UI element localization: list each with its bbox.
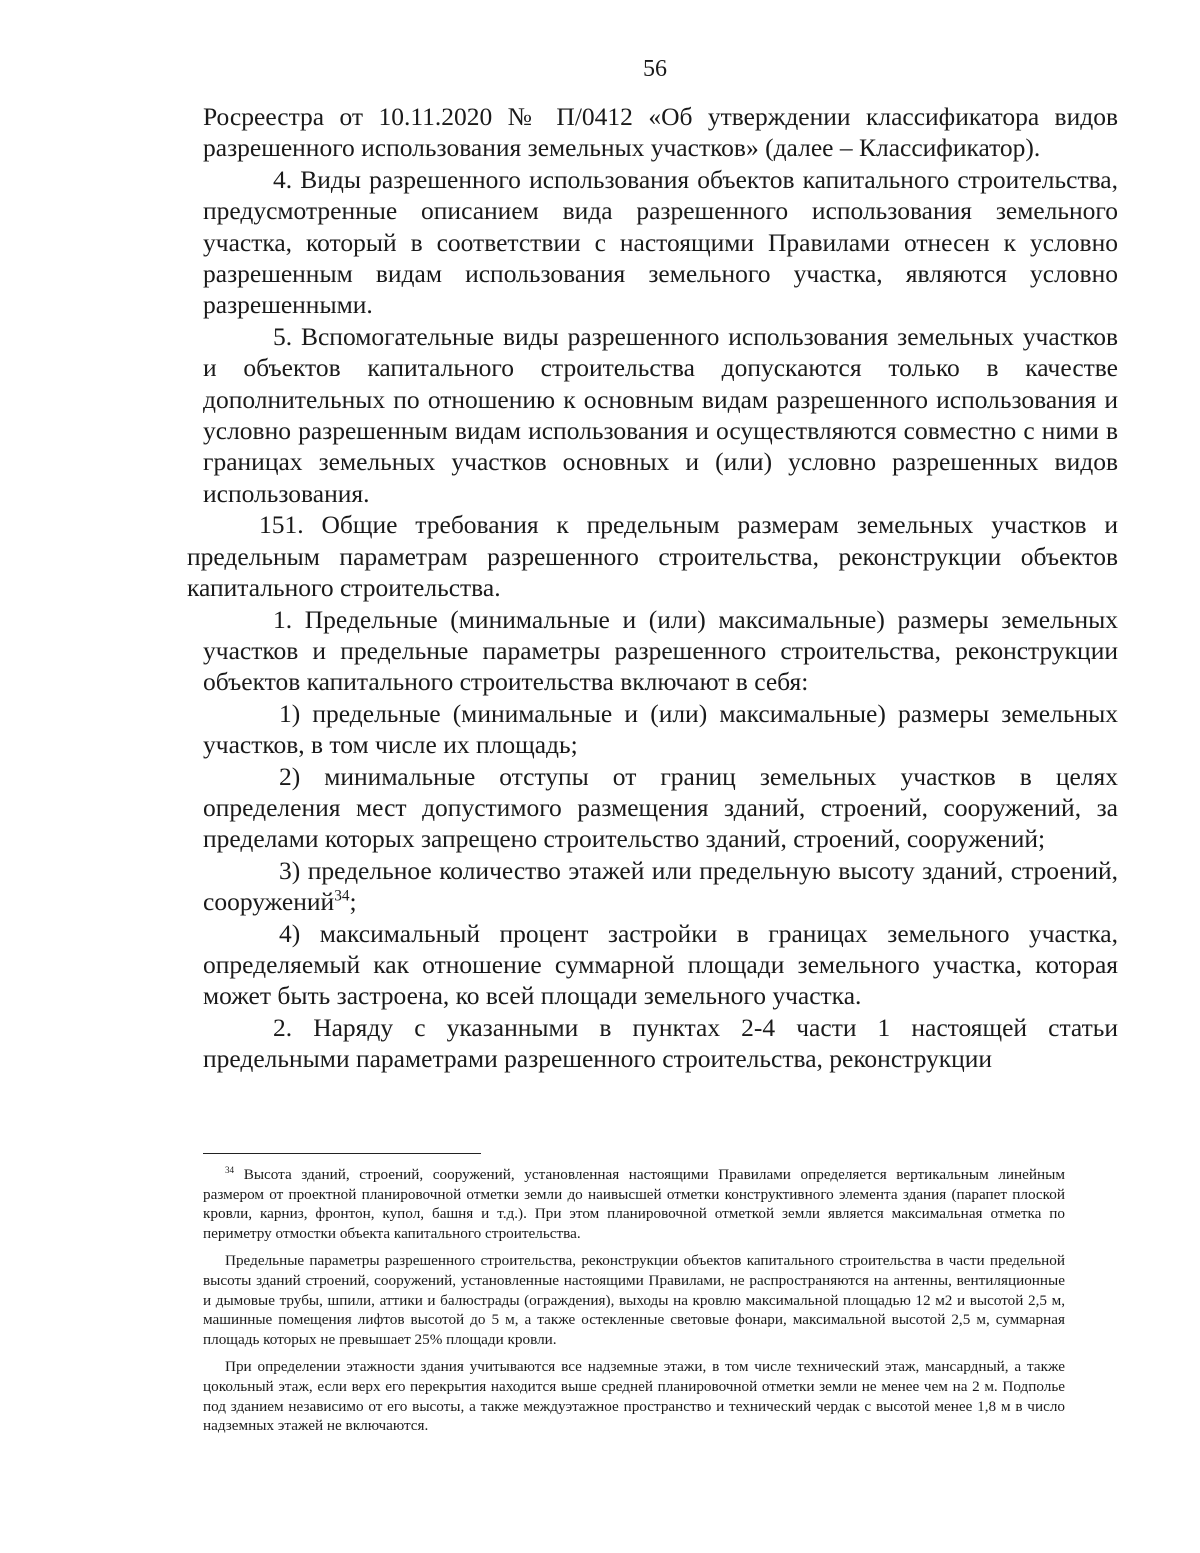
paragraph-point-4: 4. Виды разрешенного использования объектов капитального строительства, предусмотренные описанием вида разрешенного использования земельного участка, который в соответствии с настоящими Правилами отнесен к условно разрешенным видам использования земельного участка, являются условно разрешенными. — [203, 164, 1118, 320]
footnote-reference: 34 — [334, 887, 350, 905]
list-item-3-text: 3) предельное количество этажей или предельную высоту зданий, строений, сооружений — [203, 855, 1118, 917]
list-item-3-tail: ; — [349, 887, 357, 917]
paragraph-point-5: 5. Вспомогательные виды разрешенного использования земельных участков и объектов капитального строительства допускаются только в качестве дополнительных по отношению к основным видам разрешенного использования и условно разрешенным видам использования и осуществляются совместно с ними в границах земельных участков основных и (или) условно разрешенных видов использования. — [203, 321, 1118, 508]
footnote-34-paragraph-2: Предельные параметры разрешенного строительства, реконструкции объектов капитального строительства в части предельной высоты зданий строений, сооружений, установленные настоящими Правилами, не распространяются на антенны, вентиляционные и дымовые трубы, шпили, аттики и балюстрады (ограждения), выходы на кровлю максимальной площадью 12 м2 и высотой 2,5 м, машинные помещения лифтов высотой до 5 м, а также остекленные световые фонари, максимальной высотой 2,5 м, суммарная площадь которых не превышает 25% площади кровли. — [203, 1252, 1065, 1348]
paragraph-part-2: 2. Наряду с указанными в пунктах 2-4 части 1 настоящей статьи предельными параметрами разрешенного строительства, реконструкции — [203, 1012, 1118, 1074]
paragraph-classifier-reference: Росреестра от 10.11.2020 № П/0412 «Об утверждении классификатора видов разрешенного использования земельных участков» (далее – Классификатор). — [203, 102, 1118, 163]
list-item-2: 2) минимальные отступы от границ земельных участков в целях определения мест допустимого размещения зданий, строений, сооружений, за пределами которых запрещено строительство зданий, строений, сооружений; — [203, 761, 1118, 854]
article-151-heading: 151. Общие требования к предельным размерам земельных участков и предельным параметрам разрешенного строительства, реконструкции объектов капитального строительства. — [187, 510, 1118, 603]
document-body — [187, 101, 1118, 1075]
list-item-3 — [203, 855, 1118, 918]
footnote-34-paragraph-3: При определении этажности здания учитываются все надземные этажи, в том числе технический этаж, мансардный, а также цокольный этаж, если верх его перекрытия находится выше средней планировочной отметки земли не менее чем на 2 м. Подполье под зданием независимо от его высоты, а также междуэтажное пространство и технический чердак с высотой менее 1,8 м в число надземных этажей не включаются. — [203, 1358, 1065, 1435]
list-item-4: 4) максимальный процент застройки в границах земельного участка, определяемый как отношение суммарной площади земельного участка, которая может быть застроена, ко всей площади земельного участка. — [203, 918, 1118, 1011]
footnote-34-text: Высота зданий, строений, сооружений, установленная настоящими Правилами определяется вертикальным линейным размером от проектной планировочной отметки земли до наивысшей отметки конструктивного элемента здания (парапет плоской кровли, карниз, фронтон, купол, башня и т.д.). При этом планировочной отметкой земли является максимальная отметка по периметру отмостки объекта капитального строительства. — [203, 1166, 1065, 1242]
page-number: 56 — [643, 56, 667, 82]
paragraph-part-1: 1. Предельные (минимальные и (или) максимальные) размеры земельных участков и предельные параметры разрешенного строительства, реконструкции объектов капитального строительства включают в себя: — [203, 604, 1118, 697]
footnote-separator — [203, 1153, 481, 1154]
footnotes — [203, 1165, 1065, 1444]
footnote-number: 34 — [225, 1164, 235, 1175]
footnote-34 — [203, 1165, 1065, 1243]
list-item-1: 1) предельные (минимальные и (или) максимальные) размеры земельных участков, в том числе их площадь; — [203, 698, 1118, 760]
